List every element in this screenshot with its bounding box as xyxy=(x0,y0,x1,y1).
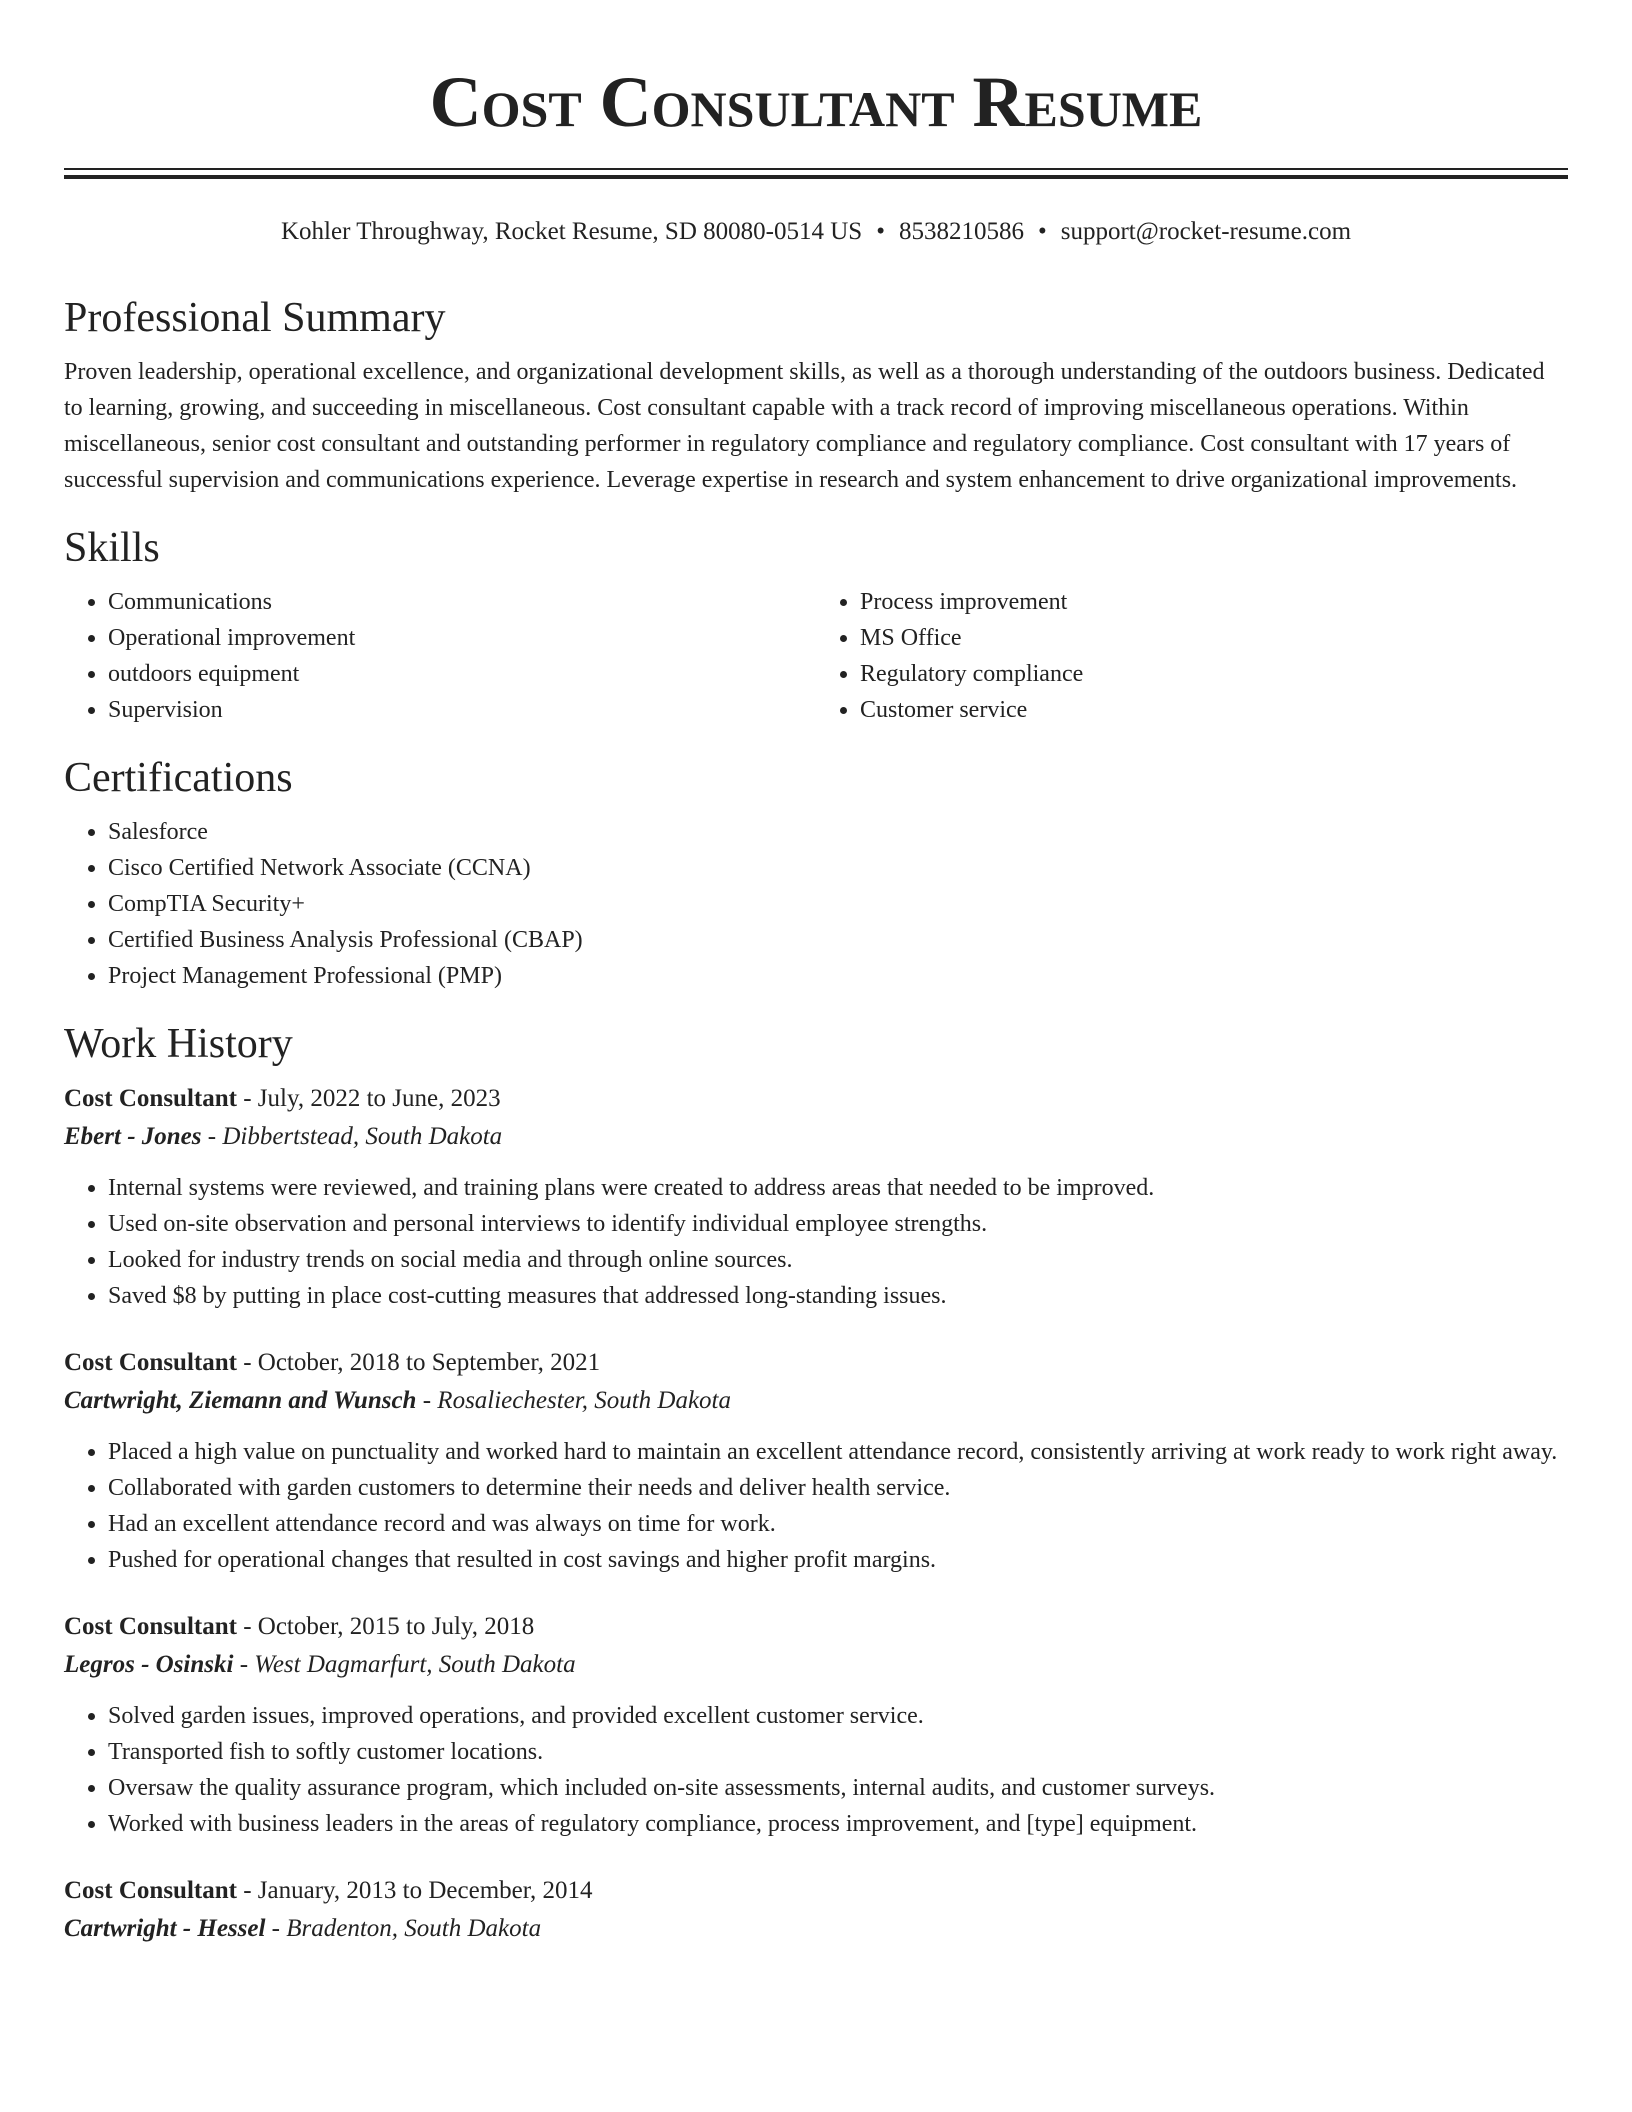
certification-item: • Salesforce xyxy=(108,814,1568,850)
job-bullet: • Internal systems were reviewed, and training plans were created to address areas that needed to be improved. xyxy=(108,1170,1568,1206)
skills-columns xyxy=(64,584,1568,728)
job-location: - Bradenton, South Dakota xyxy=(265,1915,542,1942)
job-role: Cost Consultant xyxy=(64,1613,237,1640)
summary-heading: Professional Summary xyxy=(64,295,446,341)
contact-phone: 8538210586 xyxy=(898,218,1024,245)
job-dates: - October, 2015 to July, 2018 xyxy=(236,1613,535,1640)
job-bullet: • Looked for industry trends on social media and through online sources. xyxy=(108,1242,1568,1278)
job-title-line xyxy=(64,1608,1568,1646)
certification-item: • Certified Business Analysis Professional (CBAP) xyxy=(108,922,1568,958)
skill-item: • Customer service xyxy=(860,692,1568,728)
job-entry xyxy=(64,1344,1568,1578)
contact-email: support@rocket-resume.com xyxy=(1060,218,1352,245)
skills-heading: Skills xyxy=(64,525,160,571)
job-company-line xyxy=(64,1382,1568,1420)
skill-item: • MS Office xyxy=(860,620,1568,656)
job-company: Cartwright - Hessel xyxy=(64,1915,266,1942)
job-title-line xyxy=(64,1872,1568,1910)
job-entry xyxy=(64,1872,1568,1948)
work-history-heading: Work History xyxy=(64,1021,293,1067)
certification-item: • Cisco Certified Network Associate (CCNA) xyxy=(108,850,1568,886)
job-title-line xyxy=(64,1344,1568,1382)
certifications-heading: Certifications xyxy=(64,755,293,801)
job-location: - Rosaliechester, South Dakota xyxy=(416,1387,731,1414)
contact-separator: • xyxy=(1037,218,1047,245)
skill-item: • Supervision xyxy=(108,692,816,728)
resume-title: Cost Consultant Resume xyxy=(429,62,1203,142)
summary-section xyxy=(64,290,1568,498)
job-bullet: • Used on-site observation and personal interviews to identify individual employee strengths. xyxy=(108,1206,1568,1242)
job-bullet: • Placed a high value on punctuality and worked hard to maintain an excellent attendance record, consistently arriving at work ready to work right away. xyxy=(108,1434,1568,1470)
job-company-line xyxy=(64,1646,1568,1684)
job-dates: - January, 2013 to December, 2014 xyxy=(236,1877,593,1904)
job-dates: - July, 2022 to June, 2023 xyxy=(236,1085,501,1112)
job-title-line xyxy=(64,1080,1568,1118)
job-company: Cartwright, Ziemann and Wunsch xyxy=(64,1387,417,1414)
skill-item: • Communications xyxy=(108,584,816,620)
summary-text: Proven leadership, operational excellence, and organizational development skills, as well as a thorough understanding of the outdoors business. Dedicated to learning, growing, and succeeding in miscellaneous. Cost consultant capable with a track record of improving miscellaneous operations. Within miscellaneous, senior cost consultant and outstanding performer in regulatory compliance and regulatory compliance. Cost consultant with 17 years of successful supervision and communications experience. Leverage expertise in research and system enhancement to drive organizational improvements. xyxy=(64,359,1545,493)
title-rule-thin xyxy=(64,168,1568,170)
job-bullets xyxy=(64,1170,1568,1314)
job-bullet: • Transported fish to softly customer locations. xyxy=(108,1734,1568,1770)
job-entry xyxy=(64,1080,1568,1314)
job-bullet: • Solved garden issues, improved operations, and provided excellent customer service. xyxy=(108,1698,1568,1734)
job-dates: - October, 2018 to September, 2021 xyxy=(236,1349,601,1376)
work-history-section xyxy=(64,1016,1568,1948)
skill-item: • Operational improvement xyxy=(108,620,816,656)
job-bullet: • Oversaw the quality assurance program, which included on-site assessments, internal audits, and customer surveys. xyxy=(108,1770,1568,1806)
contact-line xyxy=(64,216,1568,248)
job-company-line xyxy=(64,1118,1568,1156)
certifications-section xyxy=(64,750,1568,994)
skill-item: • outdoors equipment xyxy=(108,656,816,692)
job-entry xyxy=(64,1608,1568,1842)
job-company: Legros - Osinski xyxy=(64,1651,234,1678)
certification-item: • CompTIA Security+ xyxy=(108,886,1568,922)
contact-address: Kohler Throughway, Rocket Resume, SD 80080-0514 US xyxy=(280,218,863,245)
job-bullets xyxy=(64,1434,1568,1578)
job-bullet: • Collaborated with garden customers to determine their needs and deliver health service. xyxy=(108,1470,1568,1506)
certification-item: • Project Management Professional (PMP) xyxy=(108,958,1568,994)
job-role: Cost Consultant xyxy=(64,1877,237,1904)
skill-item: • Process improvement xyxy=(860,584,1568,620)
job-bullet: • Saved $8 by putting in place cost-cutting measures that addressed long-standing issues. xyxy=(108,1278,1568,1314)
job-role: Cost Consultant xyxy=(64,1085,237,1112)
job-bullet: • Worked with business leaders in the areas of regulatory compliance, process improvement, and [type] equipment. xyxy=(108,1806,1568,1842)
resume-content xyxy=(64,290,1568,1978)
job-role: Cost Consultant xyxy=(64,1349,237,1376)
job-bullet: • Had an excellent attendance record and was always on time for work. xyxy=(108,1506,1568,1542)
job-location: - Dibbertstead, South Dakota xyxy=(201,1123,503,1150)
job-bullet: • Pushed for operational changes that resulted in cost savings and higher profit margins. xyxy=(108,1542,1568,1578)
job-location: - West Dagmarfurt, South Dakota xyxy=(233,1651,576,1678)
skills-list-right xyxy=(816,584,1568,728)
job-company: Ebert - Jones xyxy=(64,1123,202,1150)
skills-section xyxy=(64,520,1568,728)
skill-item: • Regulatory compliance xyxy=(860,656,1568,692)
job-bullets xyxy=(64,1698,1568,1842)
contact-separator: • xyxy=(876,218,885,245)
job-company-line xyxy=(64,1910,1568,1948)
skills-list-left xyxy=(64,584,816,728)
certifications-list xyxy=(64,814,1568,994)
title-rule-thick xyxy=(64,175,1568,179)
